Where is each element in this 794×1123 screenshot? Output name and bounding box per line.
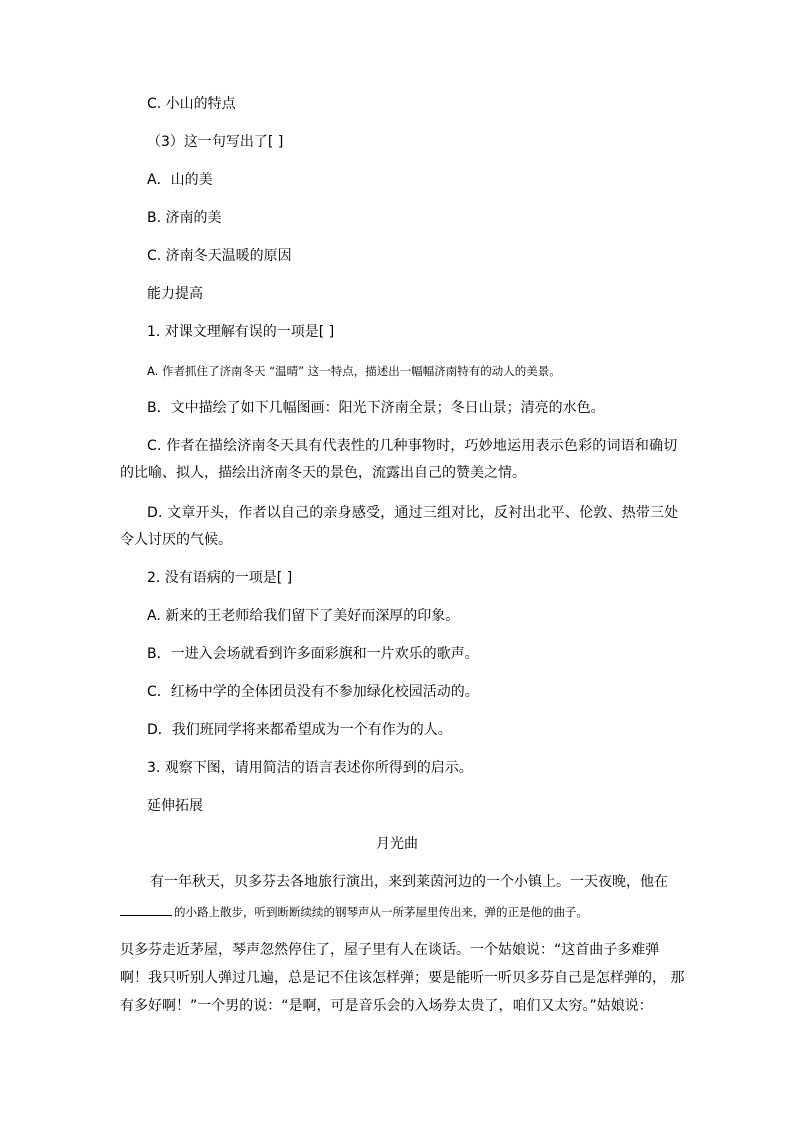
- story-title: 月光曲: [376, 836, 418, 852]
- paragraph-2-line-1: 贝多芬走近茅屋，琴声忽然停住了，屋子里有人在谈话。一个姑娘说：“这首曲子多难弹: [120, 942, 660, 958]
- question-2-option-a: A. 新来的王老师给我们留下了美好而深厚的印象。: [147, 608, 460, 624]
- paragraph-2-line-2: 啊！我只听别人弹过几遍，总是记不住该怎样弹；要是能听一听贝多芬自己是怎样弹的， 那: [120, 970, 685, 986]
- paragraph-1-line-1: 有一年秋天，贝多芬去各地旅行演出，来到莱茵河边的一个小镇上。一天夜晚，他在: [150, 874, 668, 890]
- paragraph-1-line-2-text: 的小路上散步，听到断断续续的钢琴声从一所茅屋里传出来，弹的正是他的曲子。: [174, 905, 588, 919]
- fill-in-blank: [120, 903, 172, 916]
- question-1-option-d-line-2: 令人讨厌的气候。: [120, 532, 232, 548]
- paragraph-1-line-2: [120, 903, 588, 920]
- section-heading-ability: 能力提高: [147, 286, 203, 302]
- question-2-option-b: B．一进入会场就看到许多面彩旗和一片欢乐的歌声。: [147, 646, 479, 662]
- question-2-option-d: D．我们班同学将来都希望成为一个有作为的人。: [147, 722, 452, 738]
- question-1-option-c-line-1: C. 作者在描绘济南冬天具有代表性的几种事物时，巧妙地运用表示色彩的词语和确切: [147, 438, 678, 454]
- option-c-feature: C. 小山的特点: [147, 96, 236, 112]
- question-3-prompt: （3）这一句写出了[ ]: [147, 134, 284, 150]
- question-1-prompt: 1. 对课文理解有误的一项是[ ]: [147, 324, 335, 340]
- question-1-option-a: A. 作者抓住了济南冬天 “温晴” 这一特点，描述出一幅幅济南特有的动人的美景。: [147, 364, 561, 378]
- question-2-option-c: C．红杨中学的全体团员没有不参加绿化校园活动的。: [147, 684, 479, 700]
- question-3-observe-prompt: 3. 观察下图，请用简洁的语言表述你所得到的启示。: [147, 760, 473, 776]
- question-2-prompt: 2. 没有语病的一项是[ ]: [147, 570, 293, 586]
- paragraph-2-line-3: 有多好啊！”一个男的说：“是啊，可是音乐会的入场券太贵了，咱们又太穷。”姑娘说：: [120, 998, 653, 1014]
- question-1-option-b: B．文中描绘了如下几幅图画：阳光下济南全景；冬日山景；清亮的水色。: [147, 400, 605, 416]
- question-3-option-c: C. 济南冬天温暖的原因: [147, 248, 292, 264]
- question-3-option-b: B. 济南的美: [147, 210, 222, 226]
- section-heading-extend: 延伸拓展: [147, 798, 203, 814]
- question-1-option-d-line-1: D. 文章开头，作者以自己的亲身感受，通过三组对比，反衬出北平、伦敦、热带三处: [147, 505, 679, 521]
- question-3-option-a: A．山的美: [147, 172, 213, 188]
- question-1-option-c-line-2: 的比喻、拟人，描绘出济南冬天的景色，流露出自己的赞美之情。: [120, 465, 526, 481]
